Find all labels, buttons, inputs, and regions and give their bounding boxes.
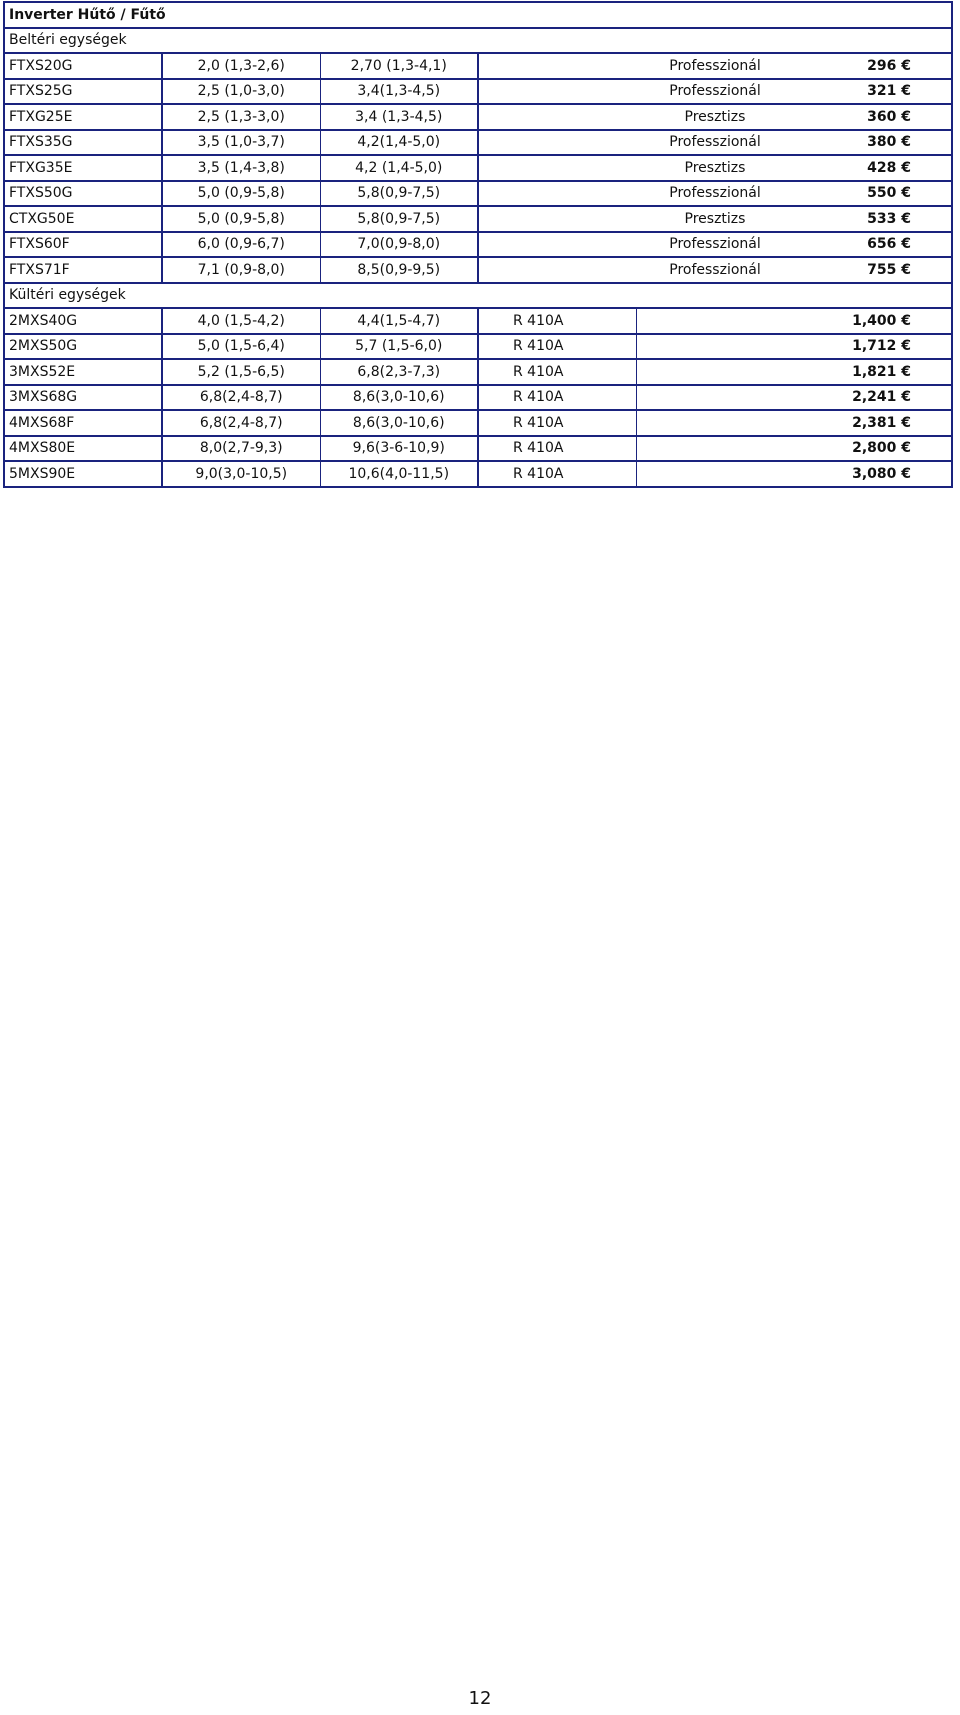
table-row: [4, 257, 952, 283]
model-cell: 3MXS52E: [4, 359, 162, 385]
cooling-capacity-cell: 8,0(2,7-9,3): [162, 436, 320, 462]
table-row: [4, 104, 952, 130]
empty-cell: [478, 206, 636, 232]
cooling-capacity-cell: 6,8(2,4-8,7): [162, 410, 320, 436]
refrigerant-cell: R 410A: [478, 410, 636, 436]
empty-cell: [636, 385, 794, 411]
empty-cell: [478, 104, 636, 130]
price-cell: 296 €: [794, 53, 952, 79]
model-cell: FTXG25E: [4, 104, 162, 130]
empty-cell: [636, 461, 794, 487]
empty-cell: [478, 181, 636, 207]
series-cell: Presztizs: [636, 155, 794, 181]
table-row: [4, 79, 952, 105]
empty-cell: [478, 53, 636, 79]
table-row: [4, 410, 952, 436]
empty-cell: [478, 130, 636, 156]
heating-capacity-cell: 9,6(3-6-10,9): [320, 436, 478, 462]
cooling-capacity-cell: 3,5 (1,0-3,7): [162, 130, 320, 156]
heating-capacity-cell: 8,6(3,0-10,6): [320, 385, 478, 411]
model-cell: CTXG50E: [4, 206, 162, 232]
price-cell: 2,381 €: [794, 410, 952, 436]
refrigerant-cell: R 410A: [478, 461, 636, 487]
heating-capacity-cell: 5,8(0,9-7,5): [320, 181, 478, 207]
empty-cell: [478, 79, 636, 105]
heating-capacity-cell: 7,0(0,9-8,0): [320, 232, 478, 258]
table-row: [4, 334, 952, 360]
heating-capacity-cell: 4,4(1,5-4,7): [320, 308, 478, 334]
series-cell: Professzionál: [636, 257, 794, 283]
refrigerant-cell: R 410A: [478, 385, 636, 411]
price-cell: 533 €: [794, 206, 952, 232]
refrigerant-cell: R 410A: [478, 334, 636, 360]
price-cell: 3,080 €: [794, 461, 952, 487]
table-row: [4, 461, 952, 487]
empty-cell: [478, 257, 636, 283]
indoor-section-label: Beltéri egységek: [4, 28, 952, 54]
cooling-capacity-cell: 2,5 (1,0-3,0): [162, 79, 320, 105]
model-cell: 4MXS80E: [4, 436, 162, 462]
price-table: [3, 1, 953, 488]
empty-cell: [478, 232, 636, 258]
model-cell: 5MXS90E: [4, 461, 162, 487]
model-cell: FTXS35G: [4, 130, 162, 156]
cooling-capacity-cell: 5,0 (0,9-5,8): [162, 181, 320, 207]
price-table-body: [4, 2, 952, 487]
series-cell: Professzionál: [636, 232, 794, 258]
model-cell: FTXG35E: [4, 155, 162, 181]
table-row: [4, 206, 952, 232]
title-row: [4, 2, 952, 28]
heating-capacity-cell: 4,2(1,4-5,0): [320, 130, 478, 156]
series-cell: Professzionál: [636, 130, 794, 156]
price-cell: 2,800 €: [794, 436, 952, 462]
refrigerant-cell: R 410A: [478, 359, 636, 385]
model-cell: 2MXS50G: [4, 334, 162, 360]
series-cell: Presztizs: [636, 206, 794, 232]
table-row: [4, 130, 952, 156]
refrigerant-cell: R 410A: [478, 308, 636, 334]
model-cell: FTXS71F: [4, 257, 162, 283]
model-cell: FTXS25G: [4, 79, 162, 105]
heating-capacity-cell: 3,4(1,3-4,5): [320, 79, 478, 105]
empty-cell: [636, 359, 794, 385]
cooling-capacity-cell: 9,0(3,0-10,5): [162, 461, 320, 487]
outdoor-section-label: Kültéri egységek: [4, 283, 952, 309]
empty-cell: [636, 334, 794, 360]
table-row: [4, 181, 952, 207]
heating-capacity-cell: 3,4 (1,3-4,5): [320, 104, 478, 130]
heating-capacity-cell: 8,5(0,9-9,5): [320, 257, 478, 283]
table-row: [4, 232, 952, 258]
model-cell: 2MXS40G: [4, 308, 162, 334]
heating-capacity-cell: 4,2 (1,4-5,0): [320, 155, 478, 181]
cooling-capacity-cell: 5,0 (1,5-6,4): [162, 334, 320, 360]
heating-capacity-cell: 10,6(4,0-11,5): [320, 461, 478, 487]
heating-capacity-cell: 6,8(2,3-7,3): [320, 359, 478, 385]
table-row: [4, 385, 952, 411]
model-cell: FTXS60F: [4, 232, 162, 258]
series-cell: Professzionál: [636, 53, 794, 79]
cooling-capacity-cell: 6,0 (0,9-6,7): [162, 232, 320, 258]
model-cell: 4MXS68F: [4, 410, 162, 436]
empty-cell: [636, 436, 794, 462]
price-cell: 360 €: [794, 104, 952, 130]
model-cell: FTXS20G: [4, 53, 162, 79]
cooling-capacity-cell: 2,0 (1,3-2,6): [162, 53, 320, 79]
series-cell: Professzionál: [636, 79, 794, 105]
price-cell: 656 €: [794, 232, 952, 258]
refrigerant-cell: R 410A: [478, 436, 636, 462]
indoor-section-row: [4, 28, 952, 54]
price-cell: 380 €: [794, 130, 952, 156]
empty-cell: [636, 410, 794, 436]
heating-capacity-cell: 5,7 (1,5-6,0): [320, 334, 478, 360]
model-cell: FTXS50G: [4, 181, 162, 207]
cooling-capacity-cell: 7,1 (0,9-8,0): [162, 257, 320, 283]
heating-capacity-cell: 2,70 (1,3-4,1): [320, 53, 478, 79]
empty-cell: [636, 308, 794, 334]
table-row: [4, 53, 952, 79]
table-row: [4, 155, 952, 181]
heating-capacity-cell: 8,6(3,0-10,6): [320, 410, 478, 436]
heating-capacity-cell: 5,8(0,9-7,5): [320, 206, 478, 232]
cooling-capacity-cell: 5,2 (1,5-6,5): [162, 359, 320, 385]
price-cell: 1,712 €: [794, 334, 952, 360]
table-row: [4, 308, 952, 334]
series-cell: Professzionál: [636, 181, 794, 207]
table-row: [4, 436, 952, 462]
cooling-capacity-cell: 3,5 (1,4-3,8): [162, 155, 320, 181]
series-cell: Presztizs: [636, 104, 794, 130]
cooling-capacity-cell: 4,0 (1,5-4,2): [162, 308, 320, 334]
cooling-capacity-cell: 6,8(2,4-8,7): [162, 385, 320, 411]
model-cell: 3MXS68G: [4, 385, 162, 411]
table-row: [4, 359, 952, 385]
price-cell: 321 €: [794, 79, 952, 105]
price-cell: 755 €: [794, 257, 952, 283]
price-cell: 2,241 €: [794, 385, 952, 411]
price-cell: 1,821 €: [794, 359, 952, 385]
price-cell: 1,400 €: [794, 308, 952, 334]
page-number: 12: [468, 1688, 492, 1709]
cooling-capacity-cell: 5,0 (0,9-5,8): [162, 206, 320, 232]
cooling-capacity-cell: 2,5 (1,3-3,0): [162, 104, 320, 130]
price-cell: 428 €: [794, 155, 952, 181]
empty-cell: [478, 155, 636, 181]
outdoor-section-row: [4, 283, 952, 309]
price-cell: 550 €: [794, 181, 952, 207]
table-title: Inverter Hűtő / Fűtő: [4, 2, 952, 28]
